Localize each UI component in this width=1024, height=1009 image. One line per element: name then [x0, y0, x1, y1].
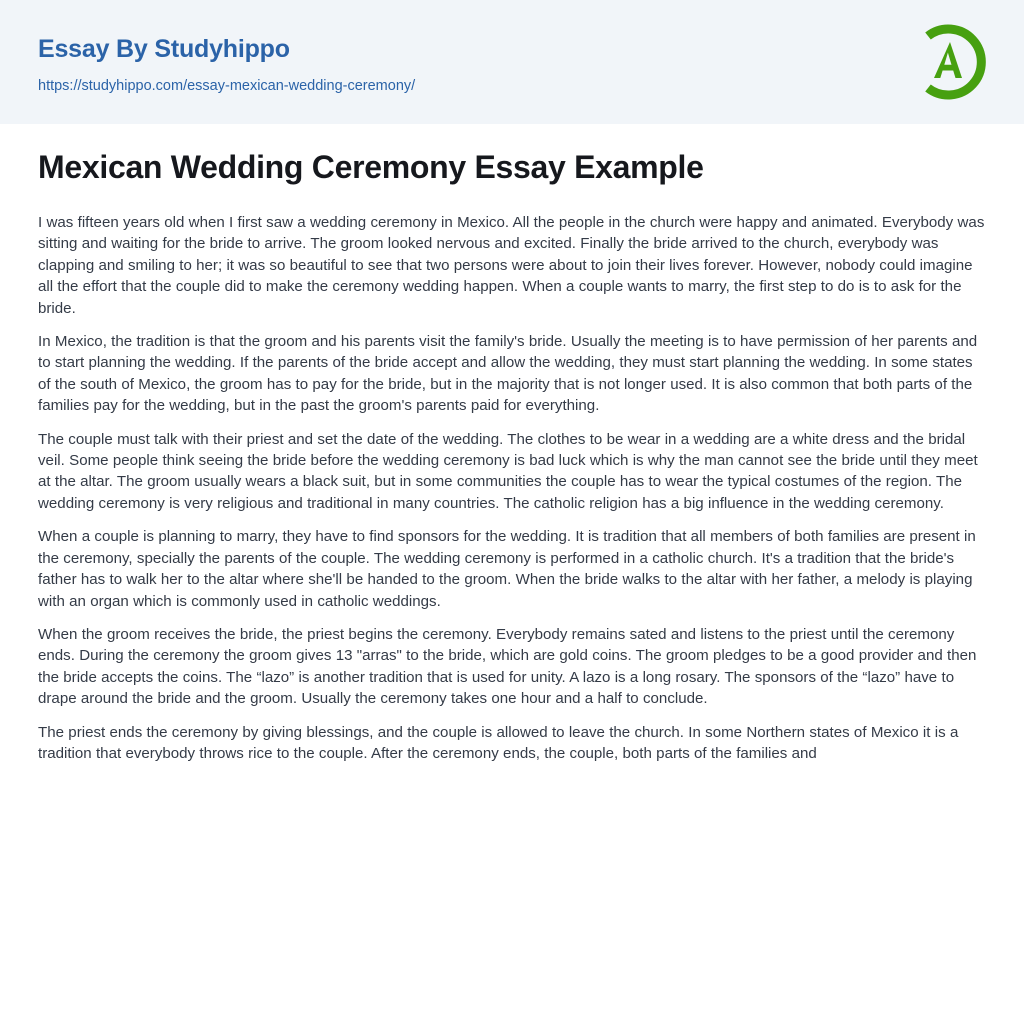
paragraph: I was fifteen years old when I first saw a wedding ceremony in Mexico. All the people in the church were happy and animated. Everybody was sitting and waiting for the bride to arrive. The groom looked nervous and excited. Finally the bride arrived to the church, everybody was clapping and smiling to her; it was so beautiful to see that two persons were about to join their lives forever. However, nobody could imagine all the effort that the couple did to make the ceremony wedding happen. When a couple wants to marry, the first step to do is to ask for the bride. [38, 214, 985, 317]
studyhippo-a-logo-icon [906, 18, 994, 106]
paragraph: When a couple is planning to marry, they have to find sponsors for the wedding. It is tradition that all members of both families are present in the ceremony, specially the parents of the couple. The wedding ceremony is performed in a catholic church. It's a tradition that the bride's father has to walk her to the altar where she'll be handed to the groom. When the bride walks to the altar with her father, a melody is playing with an organ which is commonly used in catholic weddings. [38, 528, 976, 610]
paragraph: The couple must talk with their priest and set the date of the wedding. The clothes to be wear in a wedding are a white dress and the bridal veil. Some people think seeing the bride before the wedding ceremony is bad luck which is why the man cannot see the bride until they meet at the altar. The groom usually wears a black suit, but in some communities the couple has to wear the typical costumes of the region. The wedding ceremony is very religious and traditional in many countries. The catholic religion has a big influence in the wedding ceremony. [38, 430, 978, 512]
paragraph: The priest ends the ceremony by giving blessings, and the couple is allowed to leave the church. In some Northern states of Mexico it is a tradition that everybody throws rice to the couple. After the ceremony ends, the couple, both parts of the families and [38, 723, 959, 762]
page-header [0, 0, 1024, 124]
header-text-block [38, 34, 415, 95]
source-url-link[interactable]: https://studyhippo.com/essay-mexican-wedding-ceremony/ [38, 78, 416, 94]
paragraph: In Mexico, the tradition is that the groom and his parents visit the family's bride. Usually the meeting is to have permission of her parents and to start planning the wedding. If the parents of the bride accept and allow the wedding, they must start planning the wedding. In some states of the south of Mexico, the groom has to pay for the bride, but in the majority that is not longer used. It is also common that both parts of the families pay for the wedding, but in the past the groom's parents paid for everything. [38, 333, 978, 415]
article-body [38, 212, 986, 764]
page-title: Mexican Wedding Ceremony Essay Example [38, 149, 704, 185]
paragraph: When the groom receives the bride, the priest begins the ceremony. Everybody remains sated and listens to the priest until the ceremony ends. During the ceremony the groom gives 13 "arras" to the bride, which are gold coins. The groom pledges to be a good provider and then the bride accepts the coins. The “lazo” is another tradition that is used for unity. A lazo is a long rosary. The sponsors of the “lazo” have to drape around the bride and the groom. Usually the ceremony takes one hour and a half to conclude. [38, 625, 977, 708]
article-container [0, 124, 1024, 762]
site-title: Essay By Studyhippo [38, 35, 290, 63]
